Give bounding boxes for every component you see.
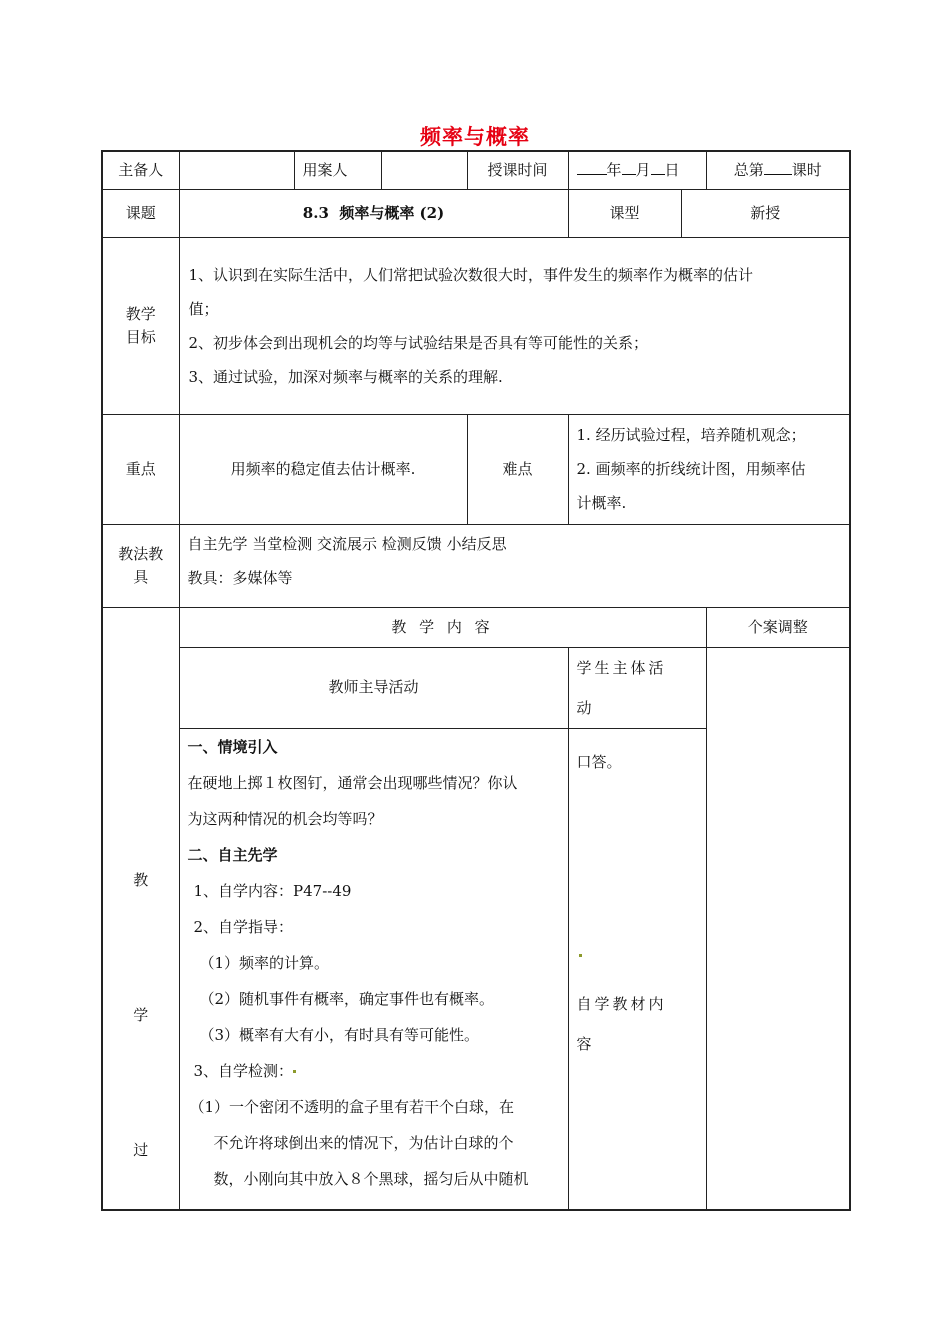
date-field: 年 月 日 bbox=[568, 151, 706, 189]
dot-mark bbox=[293, 1070, 296, 1073]
list-item: （3）概率有大有小，有时具有等可能性。 bbox=[199, 1025, 480, 1044]
time-label: 授课时间 bbox=[467, 151, 568, 189]
student-note: 口答。 bbox=[576, 752, 622, 771]
question-line: 不允许将球倒出来的情况下，为估计白球的个 bbox=[213, 1133, 514, 1152]
type-label: 课型 bbox=[568, 189, 681, 237]
goal-item: 值； bbox=[188, 299, 219, 318]
section-heading: 一、情境引入 bbox=[187, 737, 278, 756]
paragraph: 在硬地上掷１枚图钉，通常会出现哪些情况？你认 bbox=[187, 773, 518, 792]
user-label: 用案人 bbox=[294, 151, 381, 189]
goals-label: 教学 目标 bbox=[102, 237, 179, 414]
list-item: （1）频率的计算。 bbox=[199, 953, 330, 972]
teacher-activity bbox=[179, 728, 568, 1210]
goals-list bbox=[179, 237, 850, 414]
topic-label: 课题 bbox=[102, 189, 179, 237]
preparer-label: 主备人 bbox=[102, 151, 179, 189]
adjust-header: 个案调整 bbox=[706, 607, 850, 647]
dot-mark bbox=[579, 954, 582, 957]
adjust-cell bbox=[706, 647, 850, 1210]
list-item: 1、自学内容：P47--49 bbox=[193, 881, 352, 900]
goal-item: 3、通过试验，加深对频率与概率的关系的理解. bbox=[188, 367, 503, 386]
section-heading: 二、自主先学 bbox=[187, 845, 278, 864]
teacher-header: 教师主导活动 bbox=[179, 647, 568, 728]
lesson-plan-table bbox=[101, 150, 851, 1211]
method-value: 自主先学 当堂检测 交流展示 检测反馈 小结反思 教具：多媒体等 bbox=[179, 524, 850, 607]
student-header: 学生主体活 动 bbox=[568, 647, 706, 728]
question-line: （1）一个密闭不透明的盒子里有若干个白球，在 bbox=[189, 1097, 515, 1116]
goal-item: 2、初步体会到出现机会的均等与试验结果是否具有等可能性的关系； bbox=[188, 333, 649, 352]
preparer-value bbox=[179, 151, 294, 189]
difficulty-label: 难点 bbox=[467, 414, 568, 524]
paragraph: 为这两种情况的机会均等吗？ bbox=[187, 809, 383, 828]
list-item: （2）随机事件有概率，确定事件也有概率。 bbox=[199, 989, 495, 1008]
key-value: 用频率的稳定值去估计概率. bbox=[179, 414, 467, 524]
goal-item: 1、认识到在实际生活中，人们常把试验次数很大时，事件发生的频率作为概率的估计 bbox=[188, 265, 754, 284]
list-item: 2、自学指导： bbox=[193, 917, 294, 936]
list-item: 3、自学检测： bbox=[188, 1053, 560, 1089]
student-activity bbox=[568, 728, 706, 1210]
method-label: 教法教 具 bbox=[102, 524, 179, 607]
page-title: 频率与概率 bbox=[420, 124, 530, 149]
type-value: 新授 bbox=[681, 189, 850, 237]
question-line: 数，小刚向其中放入８个黑球，摇匀后从中随机 bbox=[213, 1169, 529, 1188]
period-field: 总第 课时 bbox=[706, 151, 850, 189]
process-label: 教 学 过 bbox=[102, 607, 179, 1210]
user-value bbox=[381, 151, 467, 189]
content-header: 教 学 内 容 bbox=[179, 607, 706, 647]
key-label: 重点 bbox=[102, 414, 179, 524]
difficulty-value: 1. 经历试验过程，培养随机观念； 2. 画频率的折线统计图，用频率估 计概率. bbox=[568, 414, 850, 524]
topic-value: 8.3 频率与概率 (2) bbox=[179, 189, 568, 237]
student-note: 自学教材内 容 bbox=[576, 994, 667, 1053]
